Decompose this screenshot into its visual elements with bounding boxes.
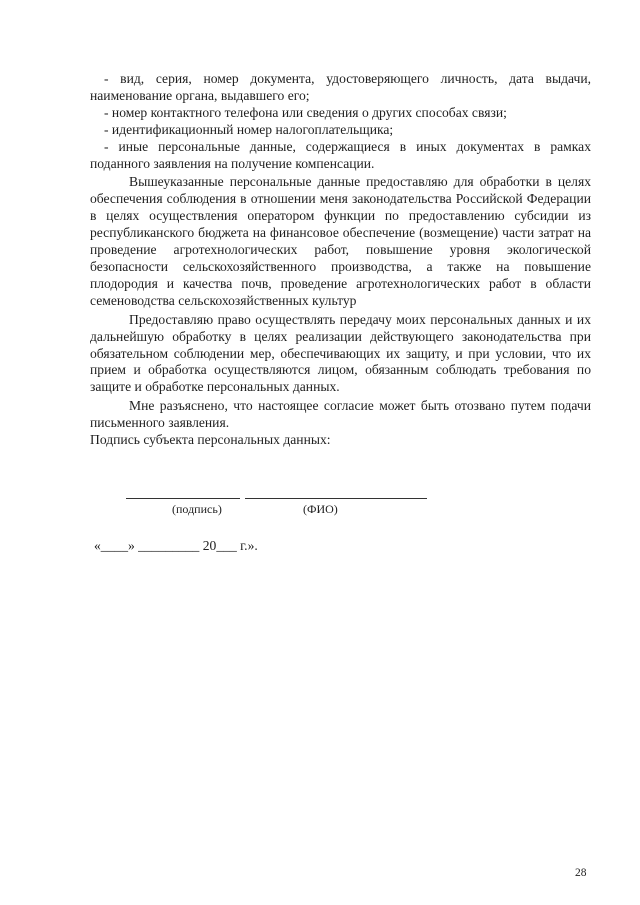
signature-line: [126, 498, 240, 499]
bullet-contact-phone: - номер контактного телефона или сведения о других способах связи;: [104, 104, 507, 120]
paragraph-revocation: Мне разъяснено, что настоящее согласие может быть отозвано путем подачи письменного заявления.: [90, 398, 591, 431]
signature-block: [90, 488, 591, 528]
bullet-identity-document: - вид, серия, номер документа, удостоверяющего личность, дата выдачи, наименование органа, выдавшего его;: [90, 71, 591, 103]
signature-label: Подпись субъекта персональных данных:: [90, 432, 331, 448]
signature-caption: (подпись): [172, 502, 222, 516]
fio-line: [245, 498, 427, 499]
bullet-other-data: - иные персональные данные, содержащиеся в иных документах в рамках поданного заявления на получение компенсации.: [90, 138, 591, 171]
paragraph-transfer-right: Предоставляю право осуществлять передачу моих персональных данных и их дальнейшую обработку в целях реализации действующего законодательства при обязательном соблюдении мер, обеспечивающих их защиту, и при условии, что их прием и обработка осуществляются лицом, обязанным соблюдать требования по защите и обработке персональных данных.: [90, 311, 591, 395]
fio-caption: (ФИО): [303, 502, 338, 516]
page-number: 28: [575, 867, 587, 879]
date-line: «____» _________ 20___ г.».: [94, 538, 258, 553]
paragraph-purpose: Вышеуказанные персональные данные предоставляю для обработки в целях обеспечения соблюдения в отношении меня законодательства Российской Федерации в целях осуществления оператором функции по предоставлению субсидии из республиканского бюджета на финансовое обеспечение (возмещение) части затрат на проведение агротехнологических работ, повышение уровня экологической безопасности сельскохозяйственного производства, а также на повышение плодородия и качества почв, проведение агротехнологических работ в области семеноводства сельскохозяйственных культур: [90, 174, 591, 308]
document-body: [90, 71, 591, 449]
bullet-tax-id: - идентификационный номер налогоплательщика;: [104, 121, 394, 137]
